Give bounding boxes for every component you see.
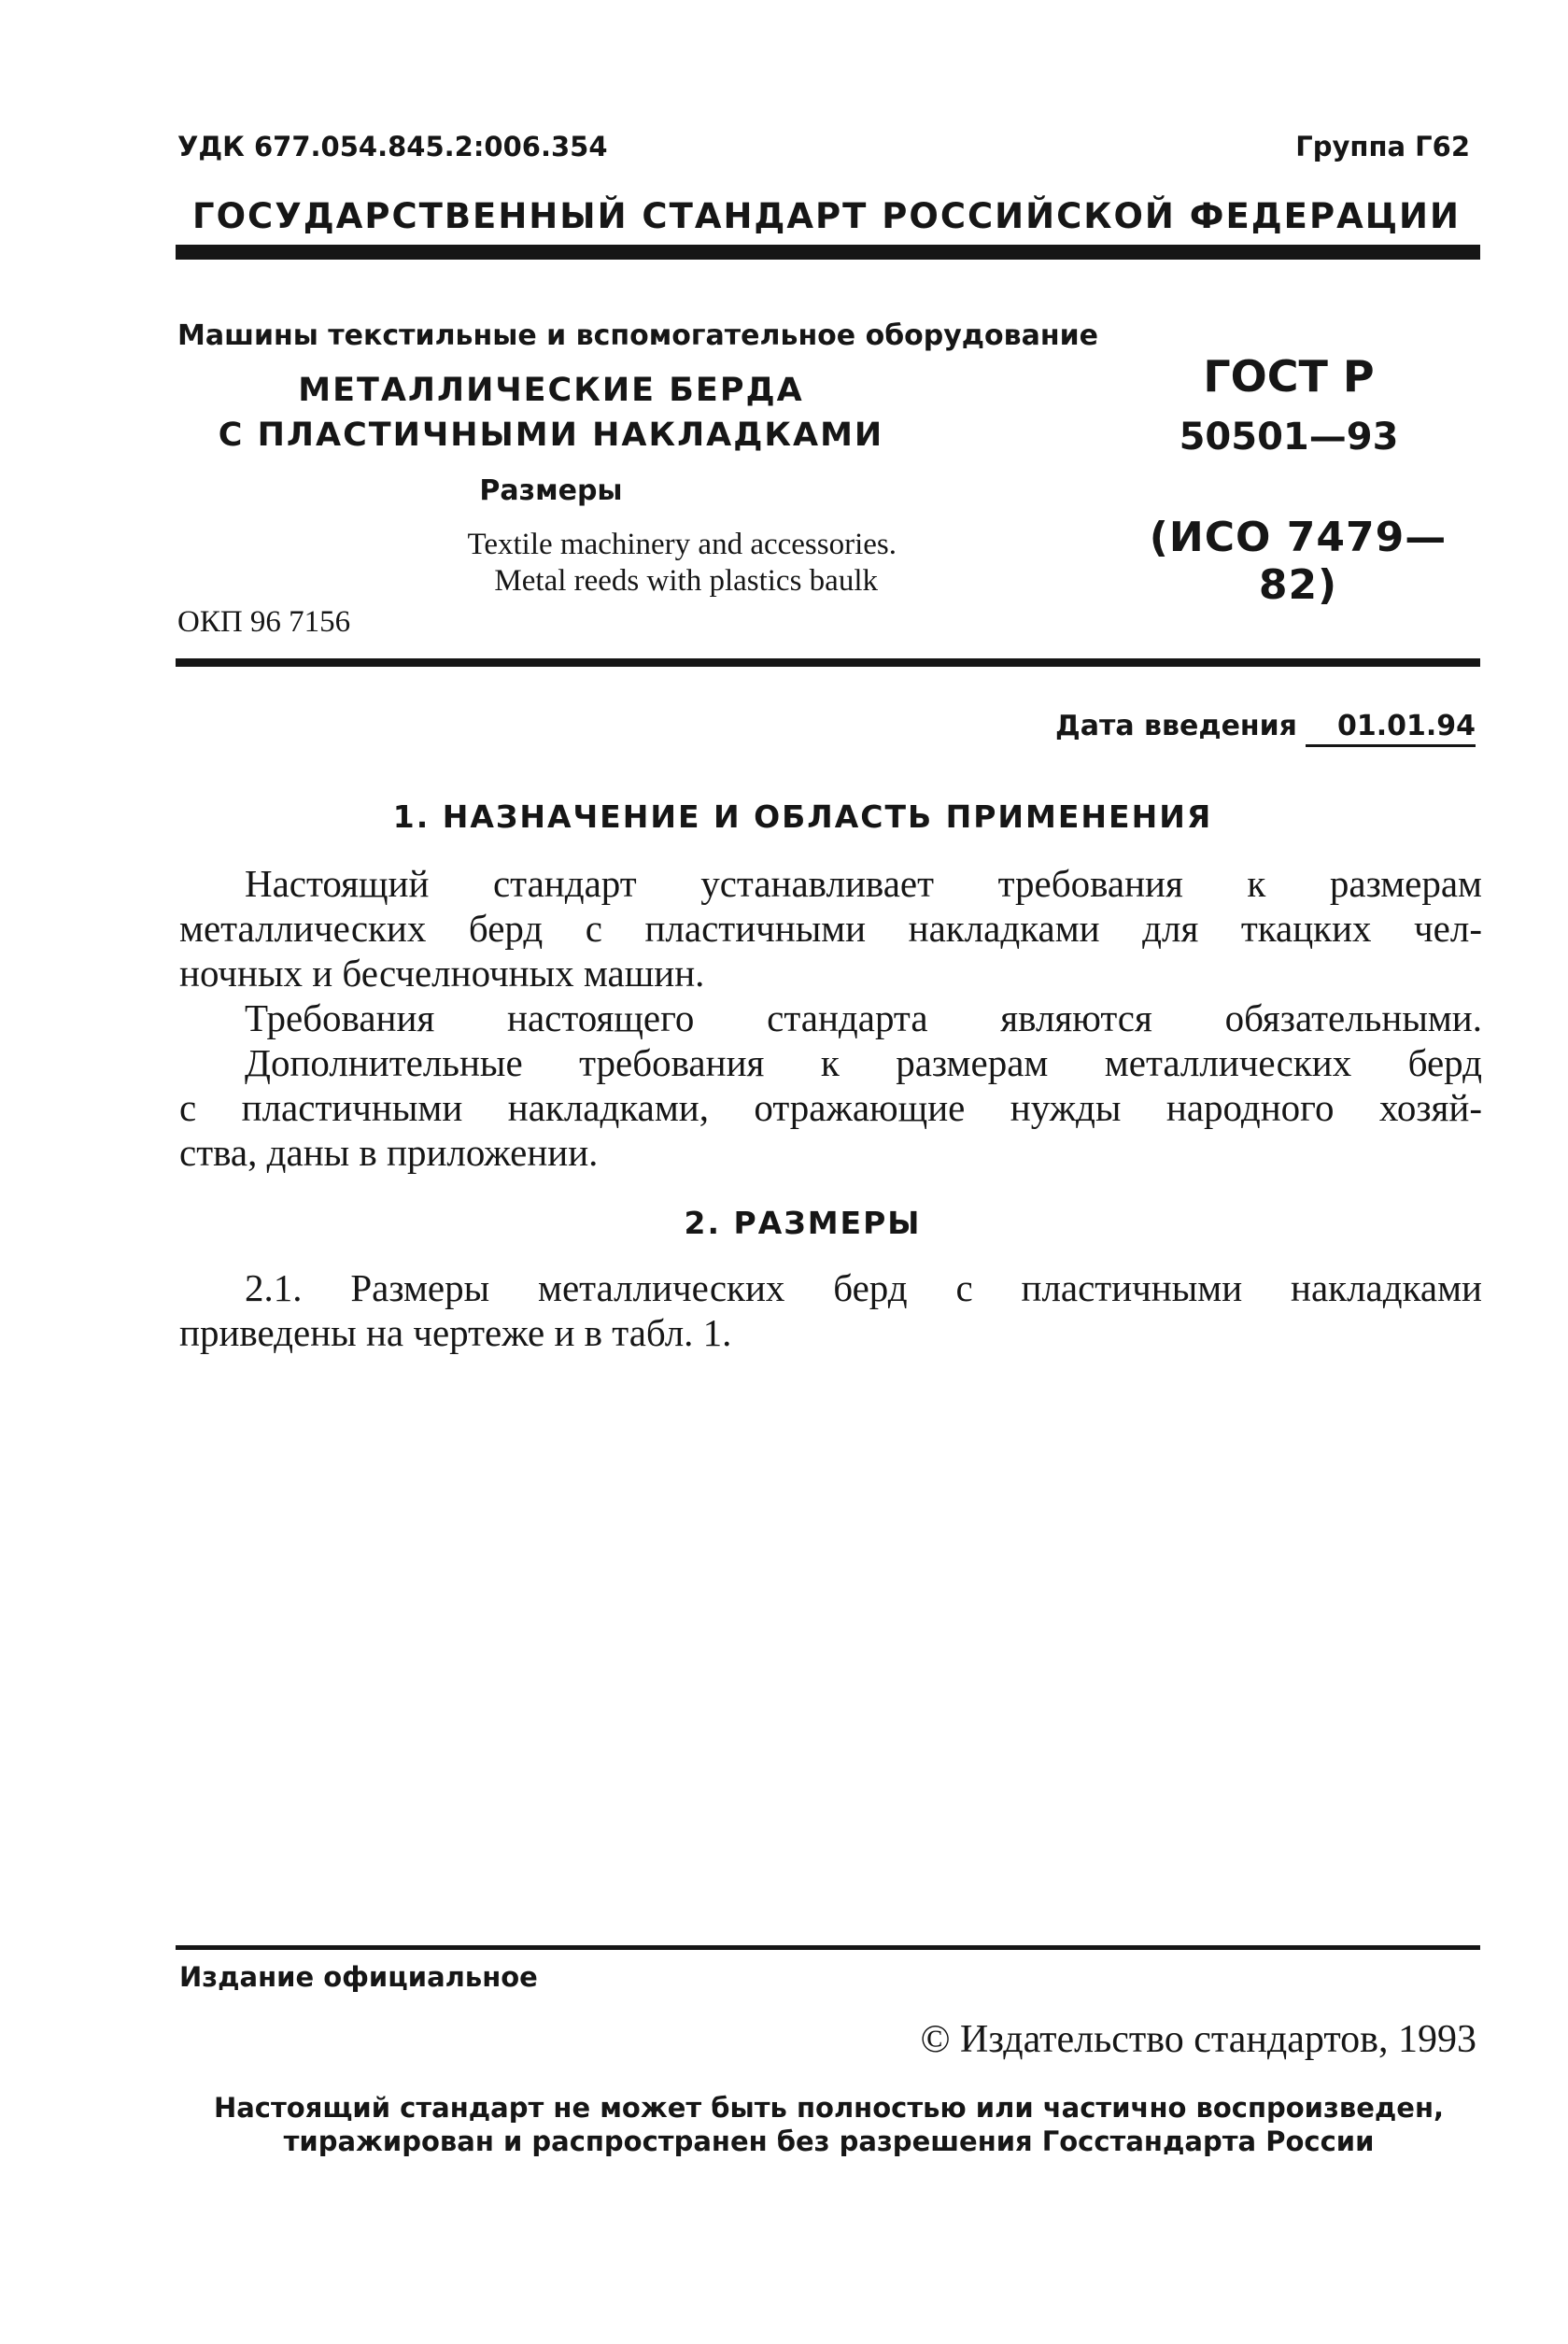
section-1-heading: 1. НАЗНАЧЕНИЕ И ОБЛАСТЬ ПРИМЕНЕНИЯ: [392, 798, 1213, 835]
top-divider: [176, 245, 1480, 260]
section-2-body: [179, 1265, 1482, 1355]
udk-code: УДК 677.054.845.2:006.354: [177, 131, 608, 162]
paragraph-line: Требования настоящего стандарта являются обязательными.: [245, 996, 1482, 1039]
okp-code: ОКП 96 7156: [177, 605, 351, 639]
group-code: Группа Г62: [1295, 131, 1470, 162]
paragraph-line: 2.1. Размеры металлических берд с пластичными накладками: [245, 1266, 1482, 1309]
reproduction-notice-line-1: Настоящий стандарт не может быть полностью или частично воспроизведен,: [213, 2092, 1445, 2124]
paragraph-line: с пластичными накладками, отражающие нужды народного хозяй-: [179, 1086, 1482, 1129]
document-subtitle: Размеры: [479, 474, 623, 507]
english-title-line-1: Textile machinery and accessories.: [467, 528, 897, 561]
state-standard-title: ГОСУДАРСТВЕННЫЙ СТАНДАРТ РОССИЙСКОЙ ФЕДЕРАЦИИ: [192, 196, 1461, 236]
gost-designation: ГОСТ Р: [1203, 351, 1375, 402]
introduction-date-value: 01.01.94: [1306, 710, 1476, 747]
paragraph-line: ночных и бесчелночных машин.: [179, 952, 705, 995]
document-title-line-2: С ПЛАСТИЧНЫМИ НАКЛАДКАМИ: [218, 417, 884, 454]
footer-divider: [176, 1945, 1480, 1950]
introduction-date-label: Дата введения: [1055, 710, 1297, 742]
middle-divider: [176, 658, 1480, 667]
paragraph-line: ства, даны в приложении.: [179, 1131, 599, 1174]
iso-reference: (ИСО 7479—82): [1149, 514, 1448, 609]
section-1-body: [179, 861, 1482, 1175]
paragraph-line: металлических берд с пластичными накладками для ткацких чел-: [179, 907, 1482, 950]
document-title-line-1: МЕТАЛЛИЧЕСКИЕ БЕРДА: [298, 372, 804, 409]
section-2-heading: 2. РАЗМЕРЫ: [684, 1205, 922, 1241]
paragraph-line: Дополнительные требования к размерам металлических берд: [245, 1041, 1482, 1084]
edition-label: Издание официальное: [179, 1961, 538, 1993]
paragraph-line: Настоящий стандарт устанавливает требования к размерам: [245, 862, 1482, 905]
reproduction-notice-line-2: тиражирован и распространен без разрешения Госстандарта России: [283, 2125, 1375, 2157]
paragraph-line: приведены на чертеже и в табл. 1.: [179, 1311, 732, 1354]
copyright-notice: © Издательство стандартов, 1993: [920, 2018, 1476, 2061]
gost-number: 50501—93: [1179, 416, 1399, 459]
english-title-line-2: Metal reeds with plastics baulk: [494, 564, 878, 598]
category-label: Машины текстильные и вспомогательное оборудование: [177, 319, 1098, 352]
